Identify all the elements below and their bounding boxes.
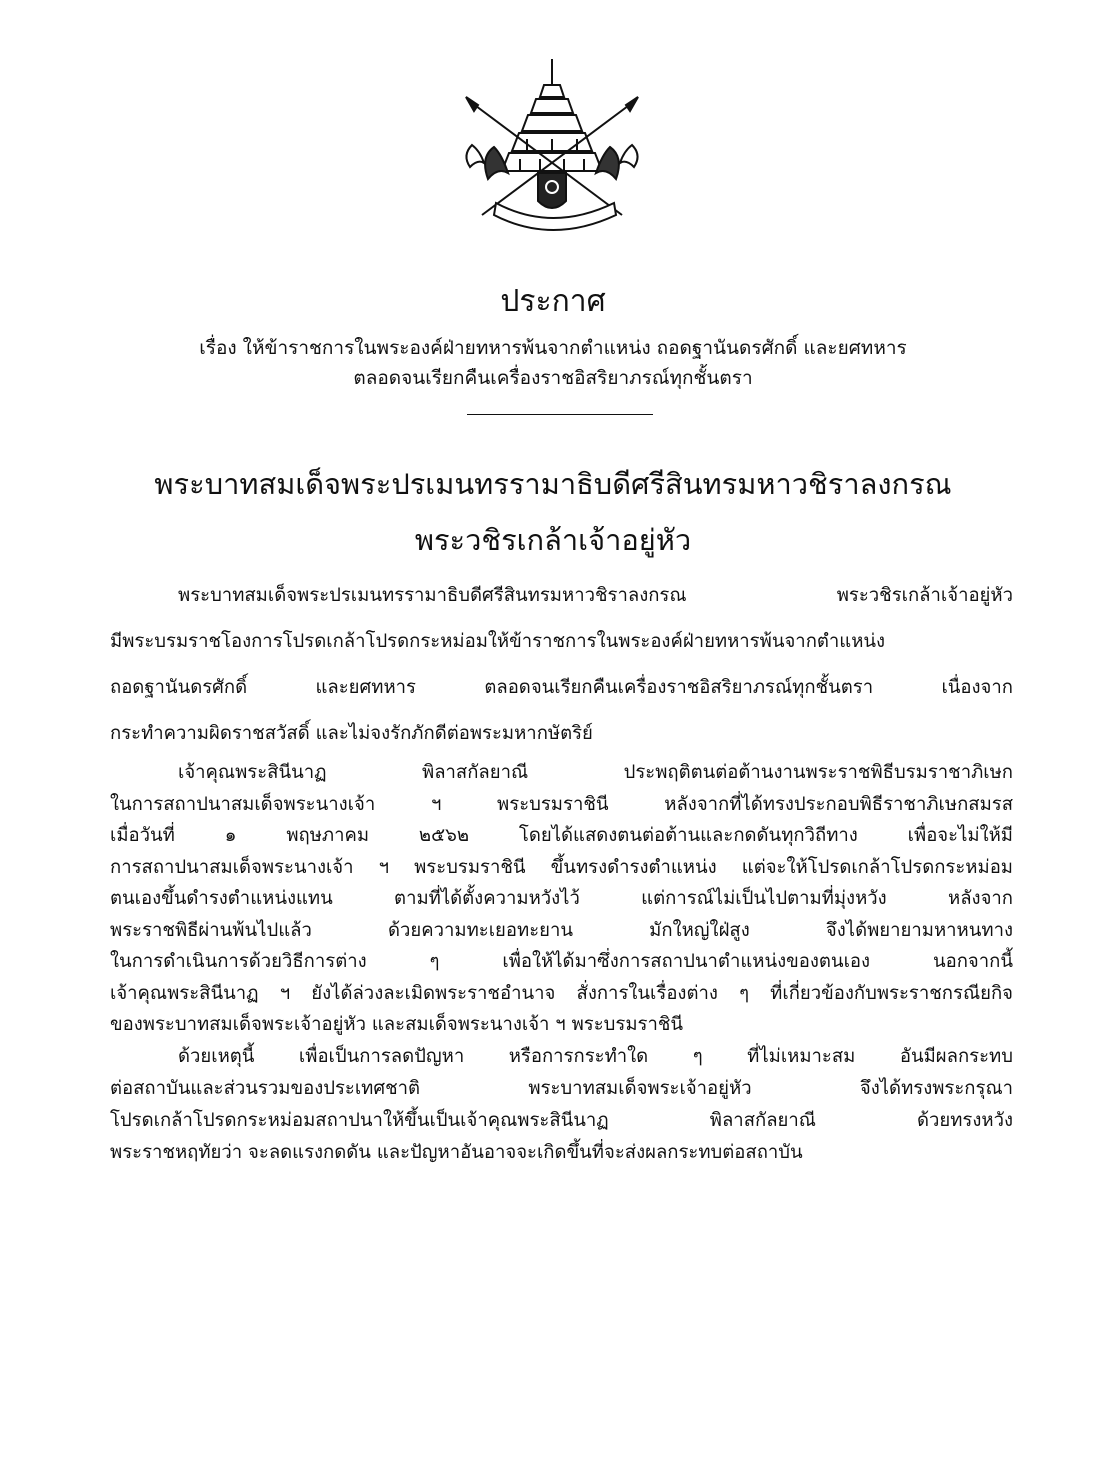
body-line: กระทำความผิดราชสวัสดิ์ และไม่จงรักภักดีต่อพระมหากษัตริย์ bbox=[110, 723, 593, 744]
royal-emblem-icon bbox=[452, 55, 652, 235]
body-line: โปรดเกล้าโปรดกระหม่อมสถาปนาให้ขึ้นเป็นเจ้าคุณพระสินีนาฏ พิลาสกัลยาณี ด้วยทรงหวัง bbox=[110, 1109, 1013, 1131]
document-title: ประกาศ bbox=[500, 284, 606, 319]
subject-heading bbox=[0, 333, 1106, 393]
body-line: มีพระบรมราชโองการโปรดเกล้าโปรดกระหม่อมให้ข้าราชการในพระองค์ฝ่ายทหารพ้นจากตำแหน่ง bbox=[110, 631, 886, 652]
body-line: ถอดฐานันดรศักดิ์ และยศทหาร ตลอดจนเรียกคืนเครื่องราชอิสริยาภรณ์ทุกชั้นตรา เนื่องจาก bbox=[110, 677, 1013, 698]
king-title-line-1: พระบาทสมเด็จพระปรเมนทรรามาธิบดีศรีสินทรมหาวชิราลงกรณ bbox=[154, 467, 952, 501]
king-title-line-2: พระวชิรเกล้าเจ้าอยู่หัว bbox=[414, 523, 692, 557]
subject-line-1: เรื่อง ให้ข้าราชการในพระองค์ฝ่ายทหารพ้นจากตำแหน่ง ถอดฐานันดรศักดิ์ และยศทหาร bbox=[199, 337, 907, 359]
title-divider bbox=[467, 414, 653, 415]
body-line: ในการสถาปนาสมเด็จพระนางเจ้า ฯ พระบรมราชินี หลังจากที่ได้ทรงประกอบพิธีราชาภิเษกสมรส bbox=[110, 793, 1013, 815]
body-line: ต่อสถาบันและส่วนรวมของประเทศชาติ พระบาทสมเด็จพระเจ้าอยู่หัว จึงได้ทรงพระกรุณา bbox=[110, 1077, 1013, 1099]
body-line: พระราชหฤทัยว่า จะลดแรงกดดัน และปัญหาอันอาจจะเกิดขึ้นที่จะส่งผลกระทบต่อสถาบัน bbox=[110, 1141, 803, 1163]
body-paragraph-3 bbox=[110, 1041, 1013, 1169]
body-line: เมื่อวันที่ ๑ พฤษภาคม ๒๕๖๒ โดยได้แสดงตนต่อต้านและกดดันทุกวิถีทาง เพื่อจะไม่ให้มี bbox=[110, 825, 1013, 846]
body-paragraph-1 bbox=[110, 573, 1013, 757]
body-line: ด้วยเหตุนี้ เพื่อเป็นการลดปัญหา หรือการกระทำใด ๆ ที่ไม่เหมาะสม อันมีผลกระทบ bbox=[178, 1045, 1013, 1067]
body-line: พระราชพิธีผ่านพ้นไปแล้ว ด้วยความทะเยอทะยาน มักใหญ่ใฝ่สูง จึงได้พยายามหาหนทาง bbox=[110, 919, 1013, 941]
body-paragraph-2 bbox=[110, 757, 1013, 1041]
body-line: พระบาทสมเด็จพระปรเมนทรรามาธิบดีศรีสินทรมหาวชิราลงกรณ พระวชิรเกล้าเจ้าอยู่หัว bbox=[178, 585, 1013, 606]
body-line: เจ้าคุณพระสินีนาฏ พิลาสกัลยาณี ประพฤติตนต่อต้านงานพระราชพิธีบรมราชาภิเษก bbox=[178, 762, 1013, 783]
announcement-body bbox=[110, 573, 1013, 1169]
king-title bbox=[0, 456, 1106, 568]
body-line: ของพระบาทสมเด็จพระเจ้าอยู่หัว และสมเด็จพระนางเจ้า ฯ พระบรมราชินี bbox=[110, 1014, 684, 1035]
body-line: ตนเองขึ้นดำรงตำแหน่งแทน ตามที่ได้ตั้งความหวังไว้ แต่การณ์ไม่เป็นไปตามที่มุ่งหวัง หลังจาก bbox=[110, 888, 1013, 909]
body-line: ในการดำเนินการด้วยวิธีการต่าง ๆ เพื่อให้ได้มาซึ่งการสถาปนาตำแหน่งของตนเอง นอกจากนี้ bbox=[110, 951, 1013, 972]
subject-line-2: ตลอดจนเรียกคืนเครื่องราชอิสริยาภรณ์ทุกชั้นตรา bbox=[353, 367, 753, 389]
body-line: เจ้าคุณพระสินีนาฏ ฯ ยังได้ล่วงละเมิดพระราชอำนาจ สั่งการในเรื่องต่าง ๆ ที่เกี่ยวข้องกับพระราชกรณียกิจ bbox=[110, 982, 1013, 1004]
body-line: การสถาปนาสมเด็จพระนางเจ้า ฯ พระบรมราชินี ขึ้นทรงดำรงตำแหน่ง แต่จะให้โปรดเกล้าโปรดกระหม่อม bbox=[110, 856, 1013, 878]
